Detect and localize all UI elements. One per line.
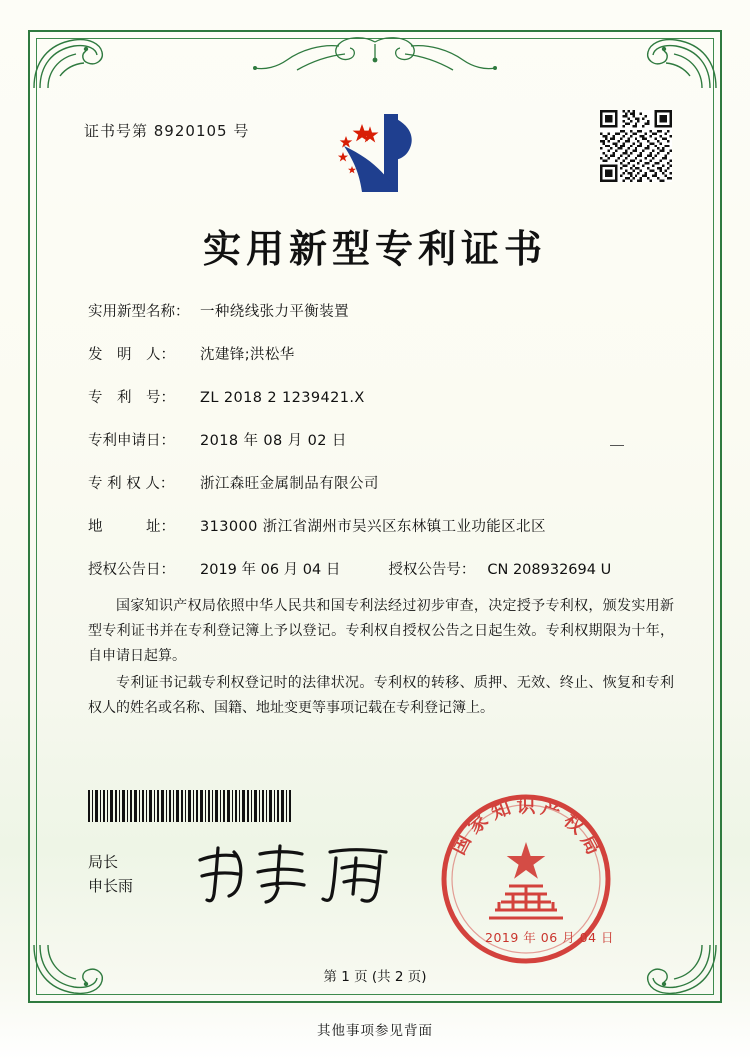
grant-number-label: 授权公告号： [388,562,476,578]
field-label: 专 利 权 人： [88,476,175,492]
field-label: 专利申请日： [88,433,175,449]
field-value: ZL 2018 2 1239421.X [200,390,365,406]
field-value: 2019 年 06 月 04 日 [200,562,341,578]
sipo-emblem-icon [310,106,440,201]
seal-date: 2019 年 06 月 04 日 [485,930,614,945]
svg-text:权: 权 [559,809,589,839]
field-label: 实用新型名称： [88,304,190,320]
svg-text:局: 局 [576,831,605,859]
field-value: 沈建锋;洪松华 [200,347,295,363]
corner-ornament-icon [628,32,720,92]
page-title: 实用新型专利证书 [202,227,547,271]
paragraph: 国家知识产权局依照中华人民共和国专利法经过初步审查，决定授予专利权，颁发实用新型专利证书并在专利登记簿上予以登记。专利权自授权公告之日起生效。专利权期限为十年，自申请日起算。 [88,598,674,664]
page-number: 第 1 页 (共 2 页) [323,969,427,985]
field-value: 一种绕线张力平衡装置 [200,304,349,320]
certificate-content [60,90,690,985]
field-label: 地 址： [88,519,175,535]
field-row [88,386,680,407]
field-value: 2018 年 08 月 02 日 [200,433,347,449]
top-flourish-icon [225,34,525,80]
grant-announcement-row [88,558,680,579]
svg-text:识: 识 [516,795,536,817]
paragraph: 专利证书记载专利权登记时的法律状况。专利权的转移、质押、无效、终止、恢复和专利权人的姓名或名称、国籍、地址变更等事项记载在专利登记簿上。 [88,675,674,716]
svg-text:家: 家 [463,809,493,839]
field-label: 授权公告日： [88,562,175,578]
certificate-number: 证书号第 8920105 号 [84,122,250,140]
fields-list [88,300,680,601]
stray-mark [610,445,624,446]
footer-note: 其他事项参见背面 [317,1023,433,1039]
field-row [88,472,680,493]
handwritten-signature-icon [190,838,420,908]
field-label: 发 明 人： [88,347,175,363]
svg-text:知: 知 [488,796,514,824]
legal-text [88,594,674,723]
field-label: 专 利 号： [88,390,175,406]
director-title-label: 局长 [88,853,119,871]
field-value: 313000 浙江省湖州市吴兴区东林镇工业功能区北区 [200,519,546,535]
field-row [88,429,680,450]
svg-text:产: 产 [538,796,564,824]
field-row [88,515,680,536]
field-row [88,343,680,364]
signature-block [88,850,133,898]
director-name-label: 申长雨 [88,877,134,895]
qr-code-icon [600,110,672,182]
barcode-icon [88,790,293,822]
field-row [88,300,680,321]
grant-number-value: CN 208932694 U [487,562,612,578]
corner-ornament-icon [30,32,122,92]
field-value: 浙江森旺金属制品有限公司 [200,476,379,492]
svg-text:国: 国 [447,831,476,859]
